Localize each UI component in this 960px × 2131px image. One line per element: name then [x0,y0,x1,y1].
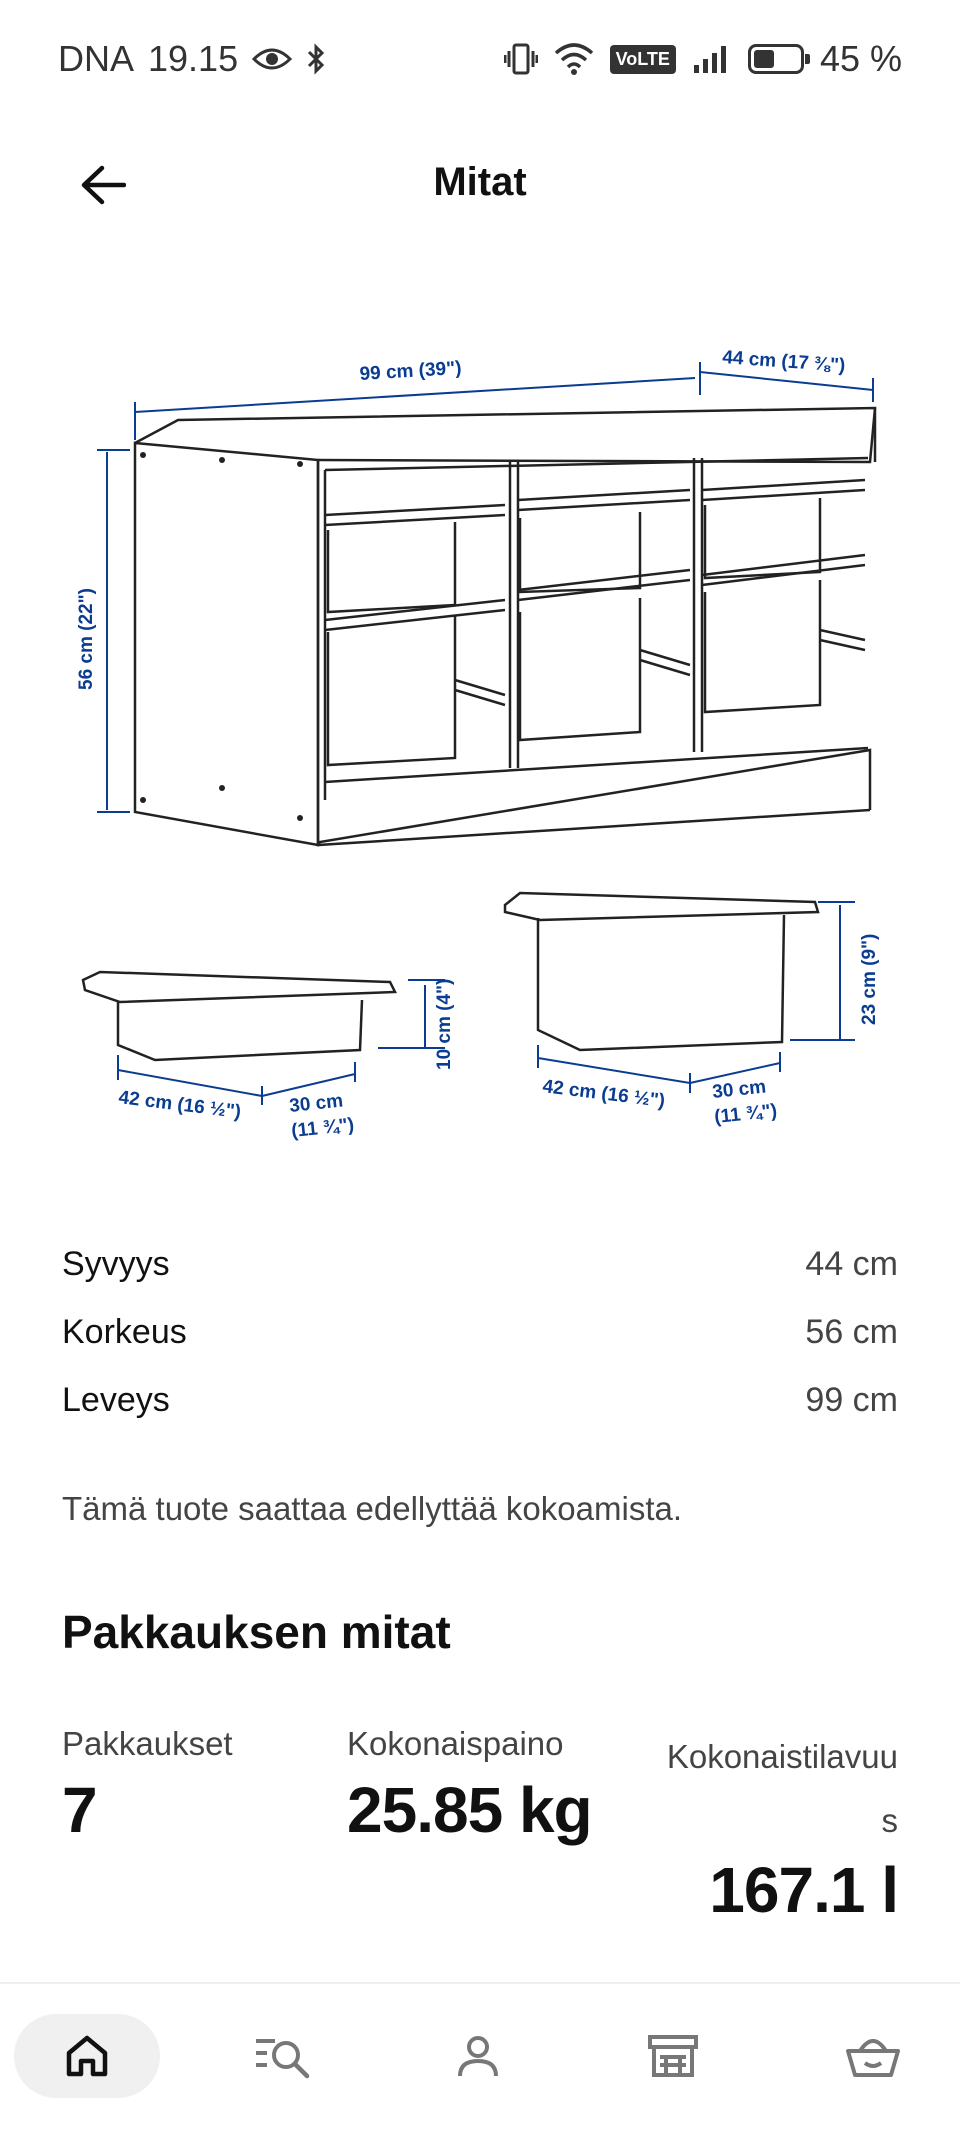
eye-icon [252,45,292,73]
nav-basket[interactable] [800,2014,946,2098]
dimension-row [62,1366,898,1434]
shelf-unit-outline [83,408,875,1060]
status-left [58,38,326,80]
bottom-nav [0,1982,960,2131]
store-icon [646,2033,700,2079]
screw-dots [140,452,303,821]
dimensions-list [62,1230,898,1434]
person-icon [455,2033,501,2079]
nav-home[interactable] [14,2014,160,2098]
battery-icon [748,44,804,74]
volte-badge: VoLTE [610,45,676,74]
home-icon [64,2033,110,2079]
weight-value: 25.85 kg [347,1774,592,1846]
carrier-name: DNA [58,38,135,79]
basket-icon [845,2033,901,2079]
dimension-label: Syvyys [62,1244,170,1283]
battery-percent: 45 % [819,38,902,79]
large-box-height-label: 23 cm (9") [859,933,880,1025]
large-box-length-label: 42 cm (16 ½") [541,1076,667,1112]
dimension-label: Korkeus [62,1312,187,1351]
height-dim-label: 56 cm (22") [76,588,97,690]
dimension-value: 56 cm [805,1312,898,1351]
signal-icon [692,43,732,75]
dimension-drawing [60,330,910,1150]
app-header [0,130,960,240]
dimension-value: 44 cm [805,1244,898,1283]
status-bar [0,0,960,120]
width-dim-label: 99 cm (39") [359,357,463,385]
dimension-lines [97,362,873,1105]
package-stats [62,1725,898,1925]
volume-value: 167.1 l [709,1854,898,1926]
weight-stat [347,1725,592,1847]
nav-search[interactable] [210,2014,356,2098]
nav-profile[interactable] [405,2014,551,2098]
wifi-icon [554,43,594,75]
nav-stores[interactable] [600,2014,746,2098]
vibrate-icon [504,42,538,76]
volume-stat [618,1725,898,1927]
page-title: Mitat [433,160,527,204]
packages-stat [62,1725,233,1847]
small-box-height-label: 10 cm (4") [434,978,455,1070]
assembly-note: Tämä tuote saattaa edellyttää kokoamista. [62,1490,683,1527]
large-box-width-label-2: (11 ¾") [713,1100,779,1128]
dimension-row [62,1230,898,1298]
battery-fill [754,50,774,68]
search-list-icon [253,2033,313,2079]
packages-value: 7 [62,1774,97,1846]
package-section-title: Pakkauksen mitat [62,1606,451,1658]
dimension-label: Leveys [62,1380,170,1419]
dimension-row [62,1298,898,1366]
depth-dim-label: 44 cm (17 ⅜") [721,347,846,377]
small-box-width-label-2: (11 ¾") [290,1114,356,1142]
small-box-width-label-1: 30 cm [288,1090,345,1117]
clock: 19.15 [148,38,239,79]
dimension-value: 99 cm [805,1380,898,1419]
small-box-length-label: 42 cm (16 ½") [117,1087,243,1123]
bluetooth-icon [306,43,326,75]
packages-label: Pakkaukset [62,1725,233,1762]
status-right [504,38,902,80]
volume-label-line2: s [881,1802,898,1839]
weight-label: Kokonaispaino [347,1725,564,1762]
large-box-width-label-1: 30 cm [711,1076,768,1103]
volume-label-line1: Kokonaistilavuu [666,1738,898,1775]
